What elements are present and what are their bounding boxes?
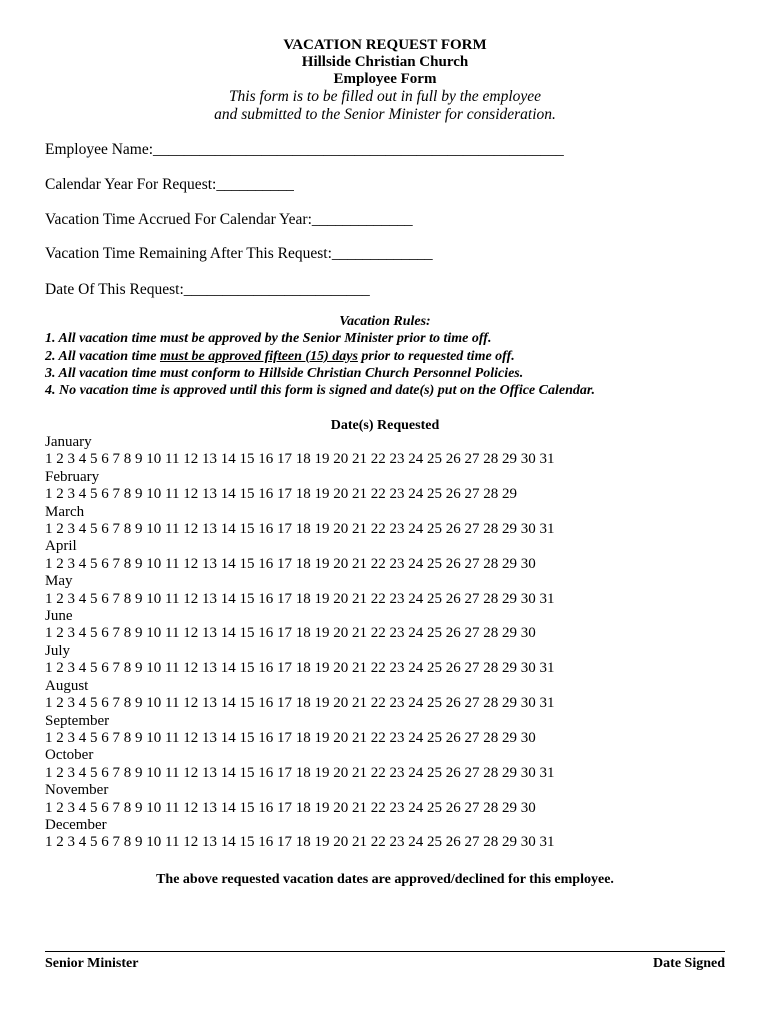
rule-2 — [45, 348, 735, 365]
form-header — [0, 37, 770, 124]
signature-line — [45, 951, 725, 952]
month-name-january: January — [45, 434, 92, 450]
senior-minister-label: Senior Minister — [45, 956, 139, 971]
month-name-october: October — [45, 747, 94, 764]
month-days-april[interactable]: 1 2 3 4 5 6 7 8 9 10 11 12 13 14 15 16 17 18 19 20 21 22 23 24 25 26 27 28 29 30 — [45, 555, 536, 572]
month-name-august: August — [45, 677, 89, 694]
month-name-april: April — [45, 538, 77, 555]
form-title: VACATION REQUEST FORM — [283, 37, 487, 53]
month-days-july[interactable]: 1 2 3 4 5 6 7 8 9 10 11 12 13 14 15 16 17 18 19 20 21 22 23 24 25 26 27 28 29 30 31 — [45, 660, 555, 677]
rules-title: Vacation Rules: — [339, 314, 431, 329]
rule-3: 3. All vacation time must conform to Hillside Christian Church Personnel Policies. — [45, 365, 524, 381]
instruction-line-1: This form is to be filled out in full by the employee — [228, 88, 542, 105]
month-days-march[interactable]: 1 2 3 4 5 6 7 8 9 10 11 12 13 14 15 16 17 18 19 20 21 22 23 24 25 26 27 28 29 30 31 — [45, 521, 555, 538]
vacation-remaining-field[interactable]: Vacation Time Remaining After This Request:_____________ — [45, 245, 433, 262]
month-name-july: July — [45, 642, 71, 659]
month-days-december[interactable]: 1 2 3 4 5 6 7 8 9 10 11 12 13 14 15 16 17 18 19 20 21 22 23 24 25 26 27 28 29 30 31 — [45, 834, 555, 851]
month-days-january[interactable]: 1 2 3 4 5 6 7 8 9 10 11 12 13 14 15 16 17 18 19 20 21 22 23 24 25 26 27 28 29 30 31 — [45, 451, 555, 468]
employee-name-field[interactable]: Employee Name:_____________________________________________________ — [45, 141, 564, 158]
month-name-february: February — [45, 468, 100, 485]
months-list — [45, 434, 745, 852]
vacation-accrued-field[interactable]: Vacation Time Accrued For Calendar Year:_____________ — [45, 211, 413, 228]
month-name-may: May — [45, 573, 73, 590]
church-name: Hillside Christian Church — [301, 54, 469, 70]
month-name-december: December — [45, 816, 107, 833]
instruction-line-2: and submitted to the Senior Minister for consideration. — [214, 106, 556, 123]
month-days-september[interactable]: 1 2 3 4 5 6 7 8 9 10 11 12 13 14 15 16 17 18 19 20 21 22 23 24 25 26 27 28 29 30 — [45, 729, 536, 746]
month-name-november: November — [45, 782, 109, 799]
dates-requested-title: Date(s) Requested — [330, 418, 440, 433]
month-days-june[interactable]: 1 2 3 4 5 6 7 8 9 10 11 12 13 14 15 16 17 18 19 20 21 22 23 24 25 26 27 28 29 30 — [45, 625, 536, 642]
month-days-may[interactable]: 1 2 3 4 5 6 7 8 9 10 11 12 13 14 15 16 17 18 19 20 21 22 23 24 25 26 27 28 29 30 31 — [45, 590, 555, 607]
approval-statement: The above requested vacation dates are approved/declined for this employee. — [156, 872, 614, 887]
form-subtitle: Employee Form — [333, 71, 437, 87]
calendar-year-field[interactable]: Calendar Year For Request:__________ — [45, 176, 294, 193]
month-name-september: September — [45, 712, 110, 729]
rule-2-underlined: must be approved fifteen (15) days — [159, 348, 358, 364]
rule-4: 4. No vacation time is approved until this form is signed and date(s) put on the Office Calendar. — [45, 383, 596, 399]
month-days-october[interactable]: 1 2 3 4 5 6 7 8 9 10 11 12 13 14 15 16 17 18 19 20 21 22 23 24 25 26 27 28 29 30 31 — [45, 764, 555, 781]
month-days-february[interactable]: 1 2 3 4 5 6 7 8 9 10 11 12 13 14 15 16 17 18 19 20 21 22 23 24 25 26 27 28 29 — [45, 486, 517, 503]
month-days-november[interactable]: 1 2 3 4 5 6 7 8 9 10 11 12 13 14 15 16 17 18 19 20 21 22 23 24 25 26 27 28 29 30 — [45, 799, 536, 816]
date-signed-label: Date Signed — [653, 956, 725, 971]
vacation-rules — [45, 313, 735, 399]
month-days-august[interactable]: 1 2 3 4 5 6 7 8 9 10 11 12 13 14 15 16 17 18 19 20 21 22 23 24 25 26 27 28 29 30 31 — [45, 695, 555, 712]
rule-1: 1. All vacation time must be approved by the Senior Minister prior to time off. — [45, 331, 492, 347]
rule-2-start: 2. All vacation time — [45, 348, 160, 364]
month-name-june: June — [45, 608, 73, 625]
month-name-march: March — [45, 503, 85, 520]
rule-2-end: prior to requested time off. — [357, 348, 515, 364]
request-date-field[interactable]: Date Of This Request:________________________ — [45, 281, 370, 298]
